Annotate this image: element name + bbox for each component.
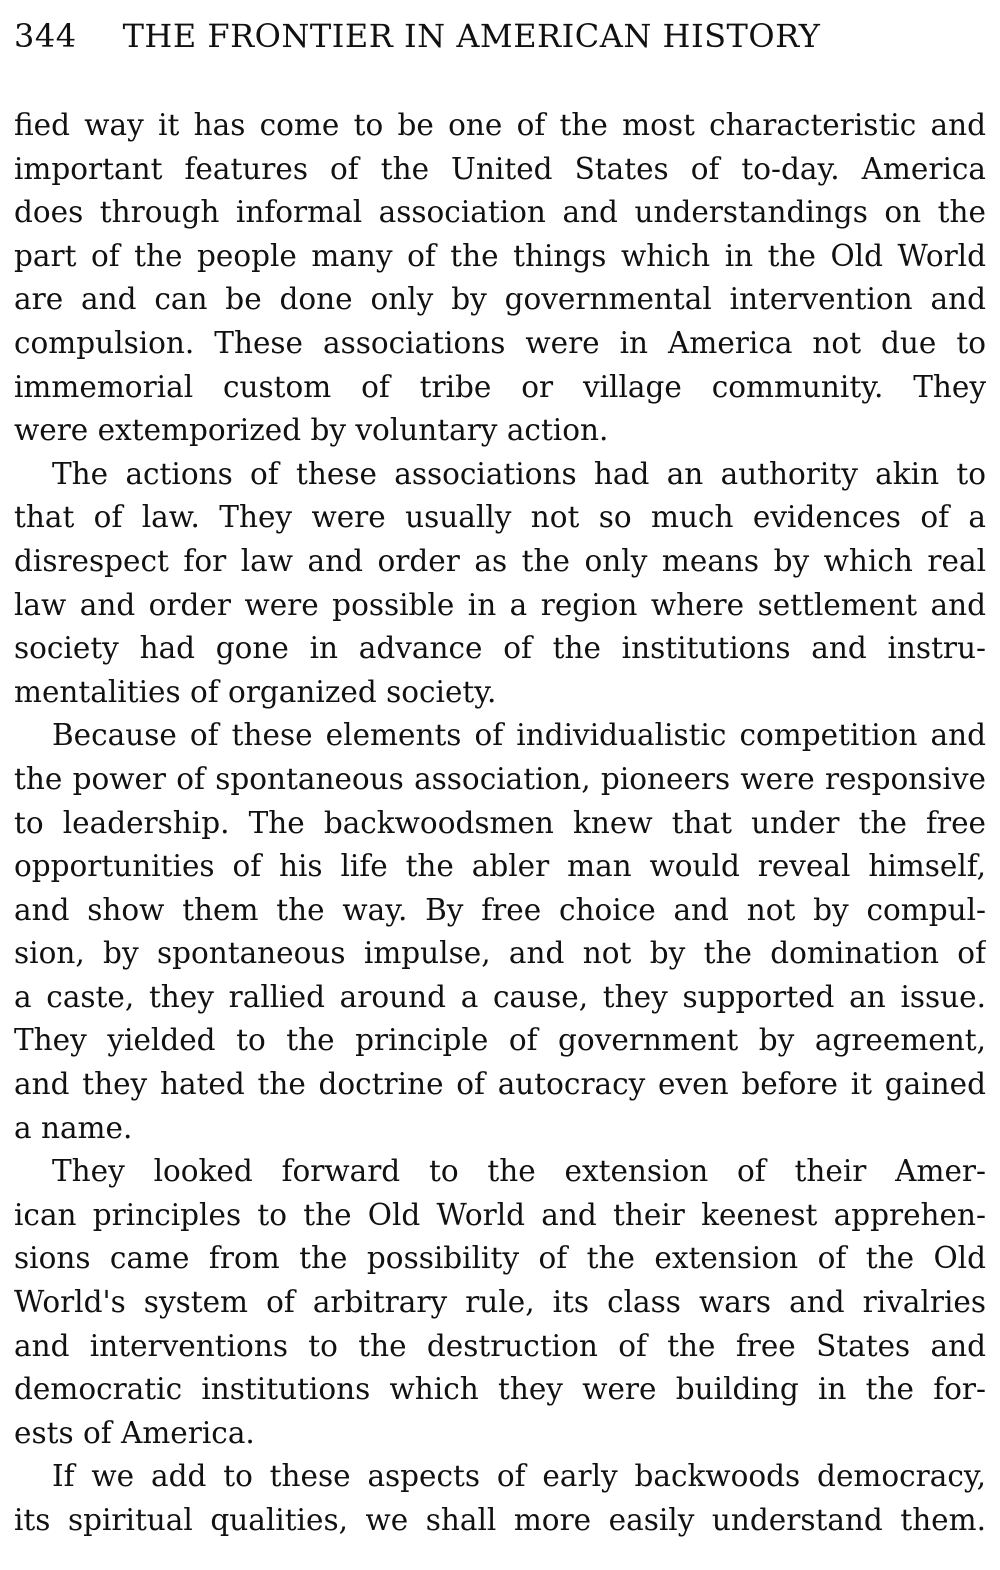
- text-line: mentalities of organized society.: [14, 674, 497, 709]
- text-line: Because of these elements of individualistic competition and: [52, 718, 986, 753]
- text-line: are and can be done only by governmental intervention and: [14, 282, 986, 317]
- body-text: [14, 104, 986, 1543]
- text-line: If we add to these aspects of early backwoods democracy,: [52, 1459, 986, 1494]
- text-line: a name.: [14, 1110, 133, 1145]
- text-line: and they hated the doctrine of autocracy even before it gained: [14, 1067, 986, 1102]
- text-line: sions came from the possibility of the extension of the Old: [14, 1241, 986, 1276]
- text-line: its spiritual qualities, we shall more easily understand them.: [14, 1503, 986, 1537]
- text-line: They yielded to the principle of government by agreement,: [14, 1023, 986, 1058]
- text-line: a caste, they rallied around a cause, they supported an issue.: [14, 979, 986, 1014]
- text-line: the power of spontaneous association, pioneers were responsive: [14, 761, 986, 796]
- text-line: The actions of these associations had an authority akin to: [52, 456, 986, 491]
- text-line: World's system of arbitrary rule, its class wars and rivalries: [14, 1285, 986, 1320]
- text-line: that of law. They were usually not so much evidences of a: [14, 500, 986, 535]
- text-line: opportunities of his life the abler man would reveal himself,: [14, 849, 986, 884]
- paragraph-3: [14, 714, 986, 1150]
- text-line: law and order were possible in a region where settlement and: [14, 587, 986, 622]
- page-number: 344: [14, 17, 77, 55]
- paragraph-2: [14, 453, 986, 715]
- text-line: and interventions to the destruction of the free States and: [14, 1328, 986, 1363]
- text-line: immemorial custom of tribe or village community. They: [14, 369, 986, 404]
- book-page: [14, 10, 986, 1543]
- paragraph-1: [14, 104, 986, 453]
- text-line: does through informal association and understandings on the: [14, 195, 986, 230]
- text-line: They looked forward to the extension of their Amer-: [52, 1154, 986, 1189]
- text-line: democratic institutions which they were building in the for-: [14, 1372, 986, 1407]
- text-line: society had gone in advance of the institutions and instru-: [14, 631, 986, 666]
- text-line: important features of the United States of to-day. America: [14, 151, 986, 186]
- text-line: were extemporized by voluntary action.: [14, 413, 609, 448]
- text-line: sion, by spontaneous impulse, and not by the domination of: [14, 936, 986, 971]
- text-line: and show them the way. By free choice and not by compul-: [14, 892, 986, 927]
- text-line: part of the people many of the things which in the Old World: [14, 238, 986, 273]
- text-line: ests of America.: [14, 1415, 255, 1450]
- paragraph-5: [14, 1455, 986, 1542]
- running-head: [14, 10, 986, 62]
- text-line: fied way it has come to be one of the most characteristic and: [14, 108, 986, 142]
- running-title: THE FRONTIER IN AMERICAN HISTORY: [122, 17, 821, 55]
- text-line: ican principles to the Old World and their keenest apprehen-: [14, 1197, 986, 1232]
- paragraph-4: [14, 1150, 986, 1455]
- text-line: compulsion. These associations were in America not due to: [14, 325, 986, 360]
- text-line: disrespect for law and order as the only means by which real: [14, 543, 986, 578]
- text-line: to leadership. The backwoodsmen knew that under the free: [14, 805, 986, 840]
